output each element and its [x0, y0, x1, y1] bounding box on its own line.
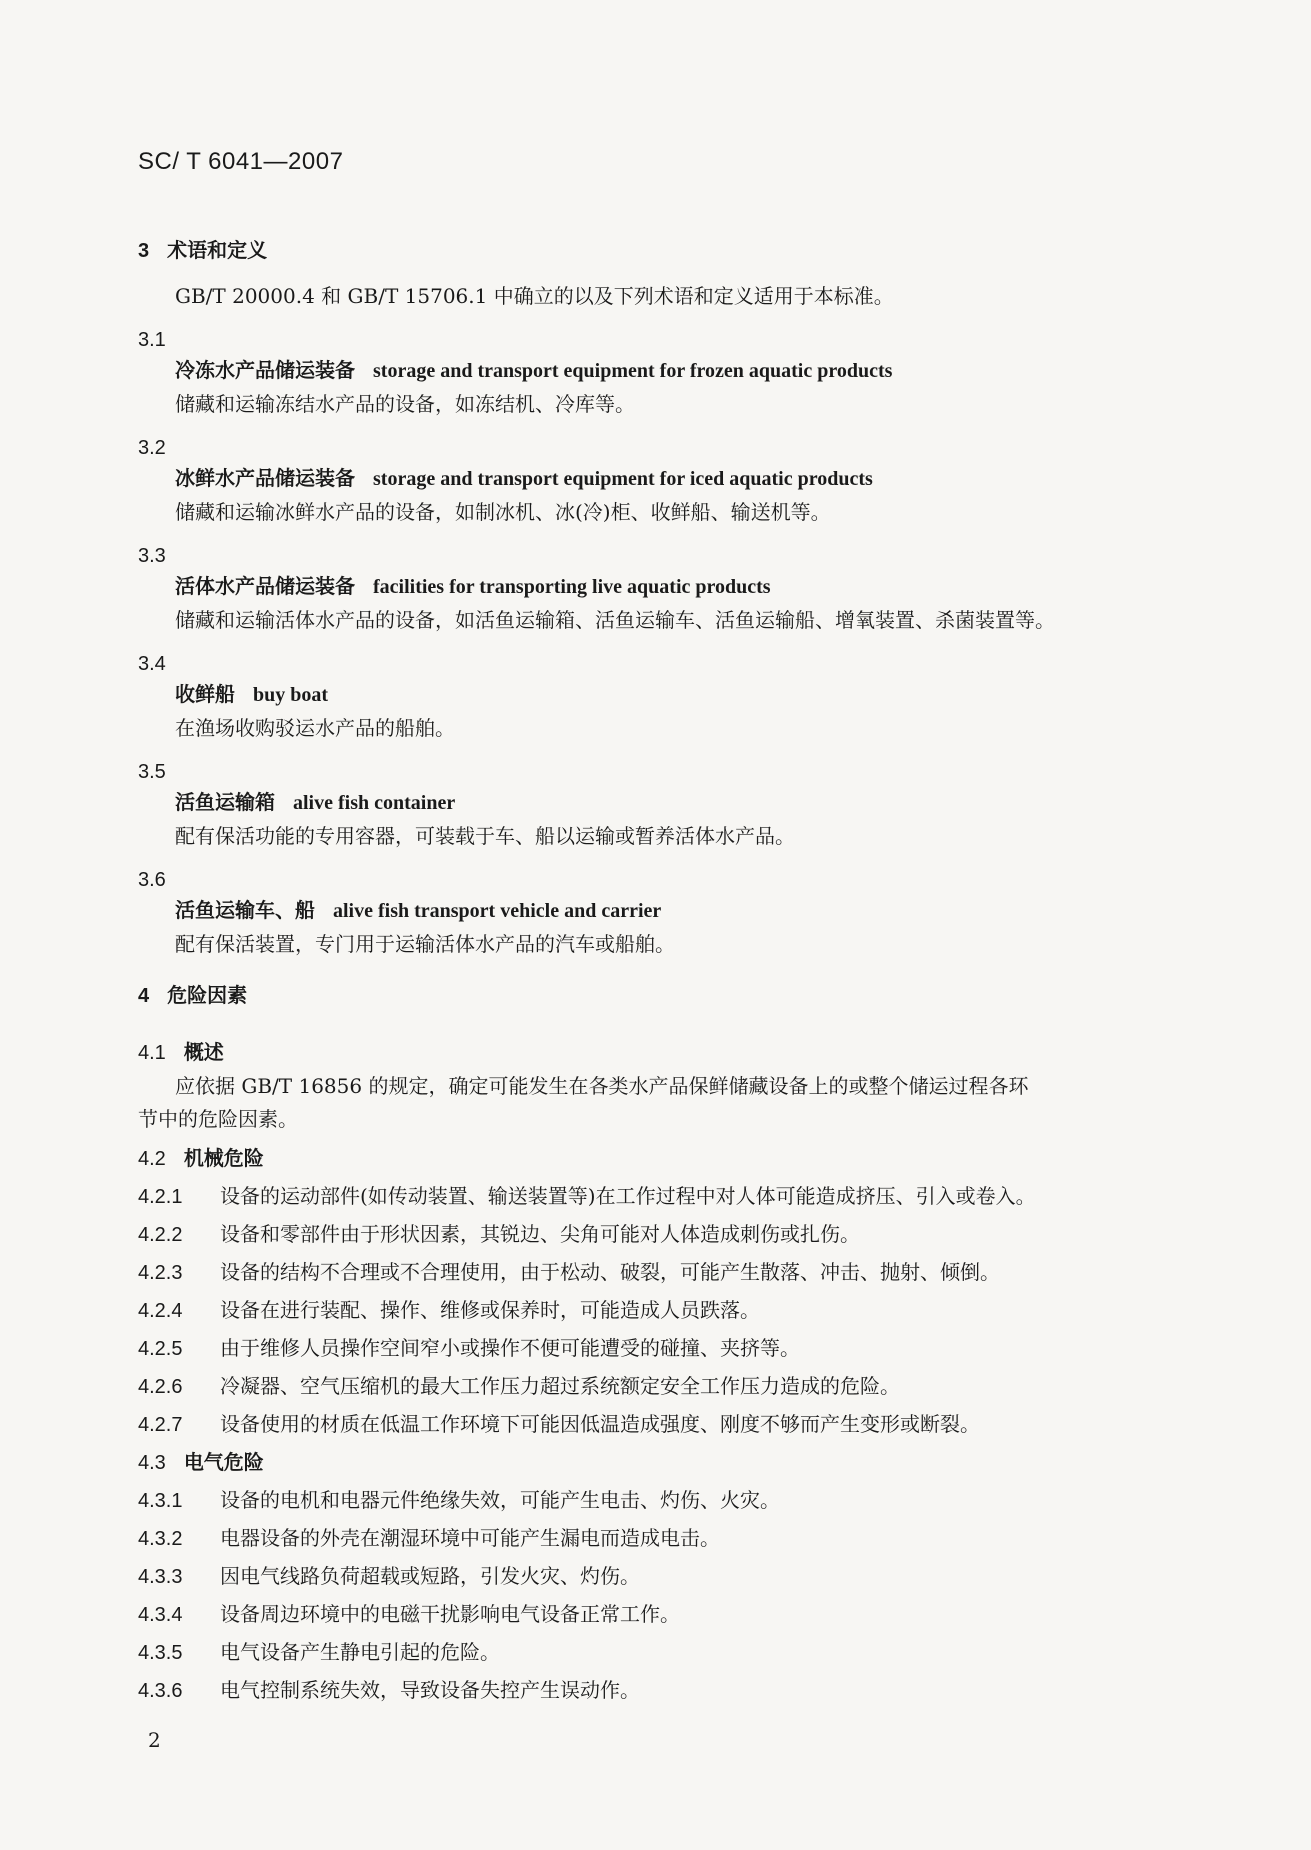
section-3-heading: 3 术语和定义 [138, 238, 268, 262]
clause-item: 4.3.1 设备的电机和电器元件绝缘失效，可能产生电击、灼伤、火灾。 [138, 1488, 780, 1512]
standard-code: SC/ T 6041—2007 [138, 148, 344, 175]
paragraph-line: 应依据 GB/T 16856 的规定，确定可能发生在各类水产品保鲜储藏设备上的或整个储运过程各环 [175, 1074, 1029, 1098]
subsection-4-1-heading: 4.1 概述 [138, 1040, 224, 1064]
term-number: 3.2 [138, 437, 166, 459]
clause-item: 4.3.2 电器设备的外壳在潮湿环境中可能产生漏电而造成电击。 [138, 1526, 720, 1550]
term-definition: 储藏和运输冻结水产品的设备，如冻结机、冷库等。 [175, 392, 635, 416]
term-number: 3.6 [138, 869, 166, 891]
term-heading: 冰鲜水产品储运装备 storage and transport equipment for iced aquatic products [175, 466, 873, 490]
clause-item: 4.2.5 由于维修人员操作空间窄小或操作不便可能遭受的碰撞、夹挤等。 [138, 1336, 800, 1360]
clause-item: 4.2.7 设备使用的材质在低温工作环境下可能因低温造成强度、刚度不够而产生变形或断裂。 [138, 1412, 980, 1436]
term-number: 3.4 [138, 653, 166, 675]
term-heading: 活鱼运输箱 alive fish container [175, 790, 456, 814]
term-number: 3.3 [138, 545, 166, 567]
term-definition: 在渔场收购驳运水产品的船舶。 [175, 716, 455, 740]
clause-item: 4.3.5 电气设备产生静电引起的危险。 [138, 1640, 500, 1664]
term-definition: 配有保活装置，专门用于运输活体水产品的汽车或船舶。 [175, 932, 675, 956]
subsection-4-2-heading: 4.2 机械危险 [138, 1146, 264, 1170]
subsection-4-3-heading: 4.3 电气危险 [138, 1450, 264, 1474]
term-heading: 冷冻水产品储运装备 storage and transport equipment for frozen aquatic products [175, 358, 893, 382]
term-heading: 收鲜船 buy boat [175, 682, 329, 706]
clause-item: 4.2.6 冷凝器、空气压缩机的最大工作压力超过系统额定安全工作压力造成的危险。 [138, 1374, 900, 1398]
section-3-intro: GB/T 20000.4 和 GB/T 15706.1 中确立的以及下列术语和定义适用于本标准。 [175, 284, 894, 308]
term-definition: 储藏和运输活体水产品的设备，如活鱼运输箱、活鱼运输车、活鱼运输船、增氧装置、杀菌装置等。 [175, 608, 1055, 632]
term-heading: 活鱼运输车、船 alive fish transport vehicle and carrier [175, 898, 662, 922]
term-definition: 储藏和运输冰鲜水产品的设备，如制冰机、冰(冷)柜、收鲜船、输送机等。 [175, 500, 831, 524]
page-number: 2 [148, 1728, 161, 1752]
clause-item: 4.2.1 设备的运动部件(如传动装置、输送装置等)在工作过程中对人体可能造成挤压、引入或卷入。 [138, 1184, 1036, 1208]
clause-item: 4.3.4 设备周边环境中的电磁干扰影响电气设备正常工作。 [138, 1602, 680, 1626]
term-definition: 配有保活功能的专用容器，可装载于车、船以运输或暂养活体水产品。 [175, 824, 795, 848]
clause-item: 4.2.4 设备在进行装配、操作、维修或保养时，可能造成人员跌落。 [138, 1298, 760, 1322]
term-heading: 活体水产品储运装备 facilities for transporting live aquatic products [175, 574, 771, 598]
paragraph-line: 节中的危险因素。 [138, 1107, 298, 1131]
term-number: 3.5 [138, 761, 166, 783]
clause-item: 4.2.2 设备和零部件由于形状因素，其锐边、尖角可能对人体造成刺伤或扎伤。 [138, 1222, 860, 1246]
clause-item: 4.2.3 设备的结构不合理或不合理使用，由于松动、破裂，可能产生散落、冲击、抛射、倾倒。 [138, 1260, 1000, 1284]
term-number: 3.1 [138, 329, 166, 351]
clause-item: 4.3.3 因电气线路负荷超载或短路，引发火灾、灼伤。 [138, 1564, 640, 1588]
section-4-heading: 4 危险因素 [138, 983, 248, 1007]
clause-item: 4.3.6 电气控制系统失效，导致设备失控产生误动作。 [138, 1678, 640, 1702]
